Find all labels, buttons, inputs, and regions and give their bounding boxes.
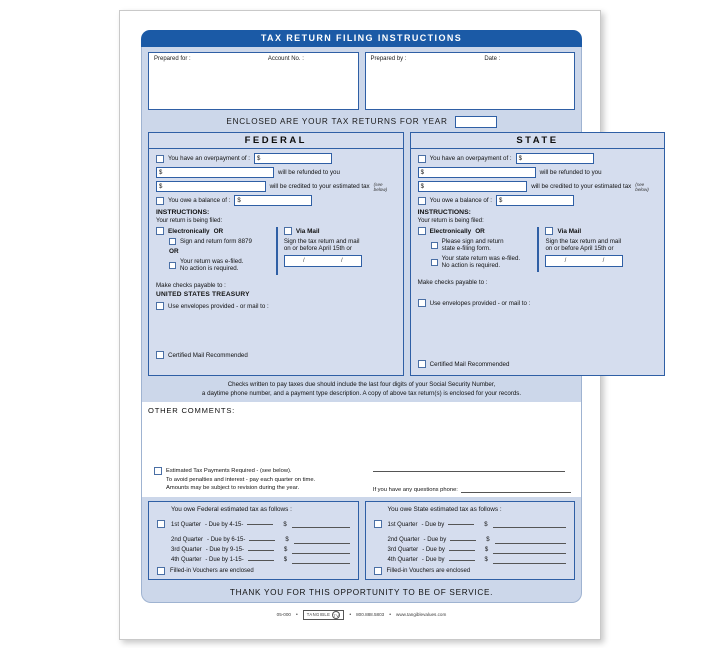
federal-overpayment-input[interactable]: $ xyxy=(254,153,332,164)
federal-q3-dollar: $ xyxy=(284,547,288,554)
federal-via-mail-label: Via Mail xyxy=(295,227,320,235)
federal-q4-year-input[interactable] xyxy=(248,560,274,561)
state-vouchers-row xyxy=(374,567,567,575)
federal-q4-due: - Due by 1-15- xyxy=(205,557,244,564)
federal-mail-date-input[interactable] xyxy=(284,255,362,267)
table-row xyxy=(157,537,350,544)
estimated-quarters-section xyxy=(141,497,582,584)
federal-via-mail-checkbox[interactable] xyxy=(284,227,292,235)
federal-electronically-checkbox[interactable] xyxy=(156,227,164,235)
state-efiled-row xyxy=(418,255,534,269)
federal-q1-dollar: $ xyxy=(283,521,287,528)
federal-payable-label: Make checks payable to : xyxy=(156,282,226,289)
separator-dot: • xyxy=(295,611,298,618)
state-overpayment-input[interactable]: $ xyxy=(516,153,594,164)
federal-mail-block xyxy=(276,227,396,275)
state-q2-amount-input[interactable] xyxy=(495,537,566,544)
state-electronically-checkbox[interactable] xyxy=(418,227,426,235)
prepared-row xyxy=(148,52,575,110)
state-q4-amount-input[interactable] xyxy=(493,557,566,564)
federal-or-inner-label: OR xyxy=(169,248,179,255)
form-content xyxy=(141,30,649,618)
federal-balance-input[interactable]: $ xyxy=(234,195,312,206)
estimated-line1: Estimated Tax Payments Required - (see below). xyxy=(166,468,292,475)
federal-q1-amount-input[interactable] xyxy=(292,521,350,528)
state-envelopes-checkbox[interactable] xyxy=(418,299,426,307)
federal-envelopes-row xyxy=(156,302,396,310)
state-sign-form-label: Please sign and return xyxy=(441,238,504,245)
federal-q1-due: - Due by 4-15- xyxy=(205,521,244,528)
federal-q3-due: - Due by 9-15- xyxy=(205,547,245,554)
state-electronically-label: Electronically xyxy=(429,227,472,235)
state-credited-input[interactable]: $ xyxy=(418,181,528,192)
state-credited-label: will be credited to your estimated tax xyxy=(531,183,632,190)
state-via-mail-row xyxy=(545,227,657,235)
state-q3-year-input[interactable] xyxy=(449,550,475,551)
state-certified-row xyxy=(418,360,658,368)
federal-q2-dollar: $ xyxy=(285,537,289,544)
state-sign-form-row xyxy=(418,238,534,252)
state-column xyxy=(410,132,666,376)
state-sign-form-checkbox[interactable] xyxy=(431,242,438,249)
federal-filed-label: Your return is being filed: xyxy=(156,218,223,224)
federal-date-slash-2: / xyxy=(340,258,343,264)
prepared-by-box[interactable] xyxy=(365,52,576,110)
federal-credited-note: (see below) xyxy=(373,181,388,192)
state-certified-label: Certified Mail Recommended xyxy=(429,360,510,368)
form-sheet xyxy=(119,10,649,640)
brand-website: www.tangiblevalues.com xyxy=(396,612,447,618)
state-q1-year-input[interactable] xyxy=(448,524,474,525)
state-or-label: OR xyxy=(475,227,485,235)
state-efiled-checkbox[interactable] xyxy=(431,259,438,266)
prepared-by-label: Prepared by : xyxy=(370,56,407,62)
state-overpayment-checkbox[interactable] xyxy=(418,155,426,163)
questions-phone-row xyxy=(373,486,571,493)
state-instructions-title: INSTRUCTIONS: xyxy=(417,209,471,216)
state-q3-dollar: $ xyxy=(484,547,489,554)
separator-dot-3: • xyxy=(389,611,391,618)
federal-q2-amount-input[interactable] xyxy=(294,537,350,544)
enclosed-label: ENCLOSED ARE YOUR TAX RETURNS FOR YEAR xyxy=(226,117,448,126)
estimated-payments-row xyxy=(154,467,571,492)
table-row xyxy=(157,516,350,534)
state-payable-to[interactable] xyxy=(418,288,658,295)
federal-sign-form-checkbox[interactable] xyxy=(169,238,176,245)
other-comments-section xyxy=(141,402,582,497)
federal-q2-due: - Due by 6-15- xyxy=(207,537,246,544)
federal-refunded-label: will be refunded to you xyxy=(278,169,340,176)
federal-mail-line1: Sign the tax return and mail xyxy=(283,238,360,245)
form-number: 05-000 xyxy=(276,612,291,618)
prepared-for-box[interactable] xyxy=(148,52,359,110)
state-balance-row xyxy=(418,195,658,206)
state-efiled-label: Your state return was e-filed. xyxy=(441,255,521,262)
state-via-mail-checkbox[interactable] xyxy=(545,227,553,235)
state-envelopes-label: Use envelopes provided - or mail to : xyxy=(429,299,531,307)
federal-balance-row xyxy=(156,195,396,206)
brand-mark-icon: TV xyxy=(333,612,340,618)
state-q3-due: - Due by xyxy=(422,547,445,554)
state-q1-amount-input[interactable] xyxy=(493,521,566,528)
state-vouchers-checkbox[interactable] xyxy=(374,567,382,575)
federal-electronic-block xyxy=(156,227,276,275)
federal-address-space[interactable] xyxy=(156,313,396,347)
federal-q3-label: 3rd Quarter xyxy=(171,547,202,554)
state-date-slash-1: / xyxy=(564,258,567,264)
federal-q3-amount-input[interactable] xyxy=(292,547,349,554)
federal-efiled-label2: No action is required. xyxy=(180,265,239,272)
imprint-line xyxy=(141,610,582,620)
state-q1-due: - Due by xyxy=(421,521,445,528)
thank-you-text: THANK YOU FOR THIS OPPORTUNITY TO BE OF SERVICE. xyxy=(229,587,494,597)
state-q4-year-input[interactable] xyxy=(449,560,475,561)
enclosed-row xyxy=(148,113,575,130)
state-credited-note: (see below) xyxy=(635,181,649,192)
federal-vouchers-checkbox[interactable] xyxy=(157,567,165,575)
federal-quarters-checkbox[interactable] xyxy=(157,520,165,528)
checks-note-line1: Checks written to pay taxes due should include the last four digits of your Social Security Number, xyxy=(227,381,496,388)
state-title: STATE xyxy=(411,133,665,149)
state-address-space[interactable] xyxy=(418,310,658,356)
thank-you-banner xyxy=(141,584,582,603)
federal-refunded-input[interactable]: $ xyxy=(156,167,274,178)
state-quarters-title: You owe State estimated tax as follows : xyxy=(387,505,502,513)
table-row xyxy=(374,547,567,554)
brand-name: TANGIBLE xyxy=(306,612,331,618)
estimated-line3: Amounts may be subject to revision during the year. xyxy=(166,485,300,492)
federal-credited-row xyxy=(156,181,396,192)
federal-credited-label: will be credited to your estimated tax xyxy=(269,183,370,190)
federal-overpayment-label: You have an overpayment of : xyxy=(168,155,250,162)
state-refunded-label: will be refunded to you xyxy=(539,169,602,176)
table-row xyxy=(374,516,567,534)
questions-phone-input[interactable] xyxy=(461,486,571,493)
federal-payable-to: UNITED STATES TREASURY xyxy=(156,291,250,298)
state-electronic-block xyxy=(418,227,538,272)
federal-instructions-title: INSTRUCTIONS: xyxy=(156,209,210,216)
table-row xyxy=(374,537,567,544)
state-balance-label: You owe a balance of : xyxy=(429,197,493,204)
form-title: TAX RETURN FILING INSTRUCTIONS xyxy=(260,33,463,43)
federal-vouchers-row xyxy=(157,567,350,575)
federal-title: FEDERAL xyxy=(149,133,403,149)
federal-overpayment-row xyxy=(156,153,396,164)
federal-or-label: OR xyxy=(213,227,224,235)
federal-sign-form-label: Sign and return form 8879 xyxy=(180,238,252,245)
state-quarters-column xyxy=(365,501,576,580)
federal-efiled-checkbox[interactable] xyxy=(169,262,176,269)
separator-dot-2: • xyxy=(349,611,352,618)
federal-refunded-row xyxy=(156,167,396,178)
table-row xyxy=(374,557,567,564)
questions-phone-label: If you have any questions phone: xyxy=(372,486,458,493)
state-payable-label: Make checks payable to : xyxy=(417,279,488,286)
federal-electronically-label: Electronically xyxy=(168,227,210,235)
federal-balance-label: You owe a balance of : xyxy=(168,197,231,204)
federal-via-mail-row xyxy=(284,227,396,235)
federal-q4-label: 4th Quarter xyxy=(171,557,202,564)
federal-column xyxy=(148,132,404,376)
state-overpayment-row xyxy=(418,153,658,164)
federal-q3-year-input[interactable] xyxy=(248,550,274,551)
date-label: Date : xyxy=(484,56,501,62)
state-q2-label: 2nd Quarter xyxy=(387,537,420,544)
state-mail-date-input[interactable] xyxy=(545,255,623,267)
state-efiled-label2: No action is required. xyxy=(441,262,501,269)
state-certified-checkbox[interactable] xyxy=(418,360,426,368)
table-row xyxy=(157,557,350,564)
brand-phone: 800.888.5803 xyxy=(356,612,385,618)
checks-note xyxy=(148,376,575,402)
federal-overpayment-checkbox[interactable] xyxy=(156,155,164,163)
federal-certified-row xyxy=(156,351,396,359)
account-no-label: Account No. : xyxy=(267,56,304,62)
form-title-bar xyxy=(141,30,582,47)
federal-mail-line2: on or before April 15th or xyxy=(283,245,352,252)
federal-q4-dollar: $ xyxy=(283,557,288,564)
federal-sign-form-row xyxy=(156,238,272,245)
state-q4-dollar: $ xyxy=(484,557,488,564)
year-input[interactable] xyxy=(455,116,497,128)
state-mail-block xyxy=(537,227,657,272)
state-q1-dollar: $ xyxy=(484,521,488,528)
state-q2-dollar: $ xyxy=(486,537,490,544)
questions-phone-block xyxy=(371,467,571,492)
federal-credited-input[interactable]: $ xyxy=(156,181,266,192)
state-q3-label: 3rd Quarter xyxy=(387,547,419,554)
federal-q1-label: 1st Quarter xyxy=(171,521,202,528)
federal-or-inner-row xyxy=(156,248,272,255)
state-date-slash-2: / xyxy=(602,258,605,264)
federal-date-slash-1: / xyxy=(302,258,305,264)
federal-state-columns xyxy=(148,132,649,376)
federal-envelopes-label: Use envelopes provided - or mail to : xyxy=(168,302,269,310)
federal-quarters-title: You owe Federal estimated tax as follows : xyxy=(171,505,292,513)
state-vouchers-label: Filled-in Vouchers are enclosed xyxy=(386,567,471,574)
state-refunded-input[interactable]: $ xyxy=(418,167,536,178)
table-row xyxy=(157,547,350,554)
state-q1-label: 1st Quarter xyxy=(387,521,418,528)
federal-filing-method-row xyxy=(156,227,396,275)
federal-electronically-row xyxy=(156,227,272,235)
state-mail-line2: on or before April 15th or xyxy=(545,245,614,252)
other-comments-title: OTHER COMMENTS: xyxy=(148,405,236,415)
federal-envelopes-checkbox[interactable] xyxy=(156,302,164,310)
estimated-line2: To avoid penalties and interest - pay each quarter on time. xyxy=(166,476,316,483)
estimated-payments-checkbox[interactable] xyxy=(154,467,162,475)
state-quarters-checkbox[interactable] xyxy=(374,520,382,528)
state-q3-amount-input[interactable] xyxy=(493,547,566,554)
federal-q2-label: 2nd Quarter xyxy=(171,537,204,544)
federal-certified-checkbox[interactable] xyxy=(156,351,164,359)
upper-panel xyxy=(141,47,649,402)
federal-certified-label: Certified Mail Recommended xyxy=(168,351,248,359)
prepared-for-label: Prepared for : xyxy=(154,56,191,62)
other-comments-input[interactable] xyxy=(148,415,575,467)
federal-efiled-label: Your return was e-filed. xyxy=(180,258,244,265)
state-filed-label: Your return is being filed: xyxy=(417,218,484,224)
federal-balance-checkbox[interactable] xyxy=(156,197,164,205)
state-balance-checkbox[interactable] xyxy=(418,197,426,205)
federal-q2-year-input[interactable] xyxy=(249,540,275,541)
state-q2-year-input[interactable] xyxy=(450,540,476,541)
federal-q1-year-input[interactable] xyxy=(247,524,273,525)
comments-rule xyxy=(373,471,565,472)
federal-efiled-row xyxy=(156,258,272,272)
state-electronically-row xyxy=(418,227,534,235)
federal-q4-amount-input[interactable] xyxy=(292,557,349,564)
state-mail-line1: Sign the tax return and mail xyxy=(545,238,622,245)
federal-quarters-column xyxy=(148,501,359,580)
state-q4-due: - Due by xyxy=(421,557,445,564)
state-envelopes-row xyxy=(418,299,658,307)
state-overpayment-label: You have an overpayment of : xyxy=(429,155,512,162)
state-q2-due: - Due by xyxy=(423,537,447,544)
state-via-mail-label: Via Mail xyxy=(557,227,582,235)
state-q4-label: 4th Quarter xyxy=(387,557,418,564)
state-balance-input[interactable]: $ xyxy=(496,195,574,206)
estimated-payments-block xyxy=(154,467,371,492)
state-sign-form-label2: state e-filing form. xyxy=(441,245,491,252)
state-filing-method-row xyxy=(418,227,658,272)
checks-note-line2: a daytime phone number, and a payment type description. A copy of above tax return(s) is enclosed for your records. xyxy=(201,390,522,398)
state-credited-row xyxy=(418,181,658,192)
federal-vouchers-label: Filled-in Vouchers are enclosed xyxy=(170,567,254,574)
state-refunded-row xyxy=(418,167,658,178)
brand-logo xyxy=(303,610,345,620)
